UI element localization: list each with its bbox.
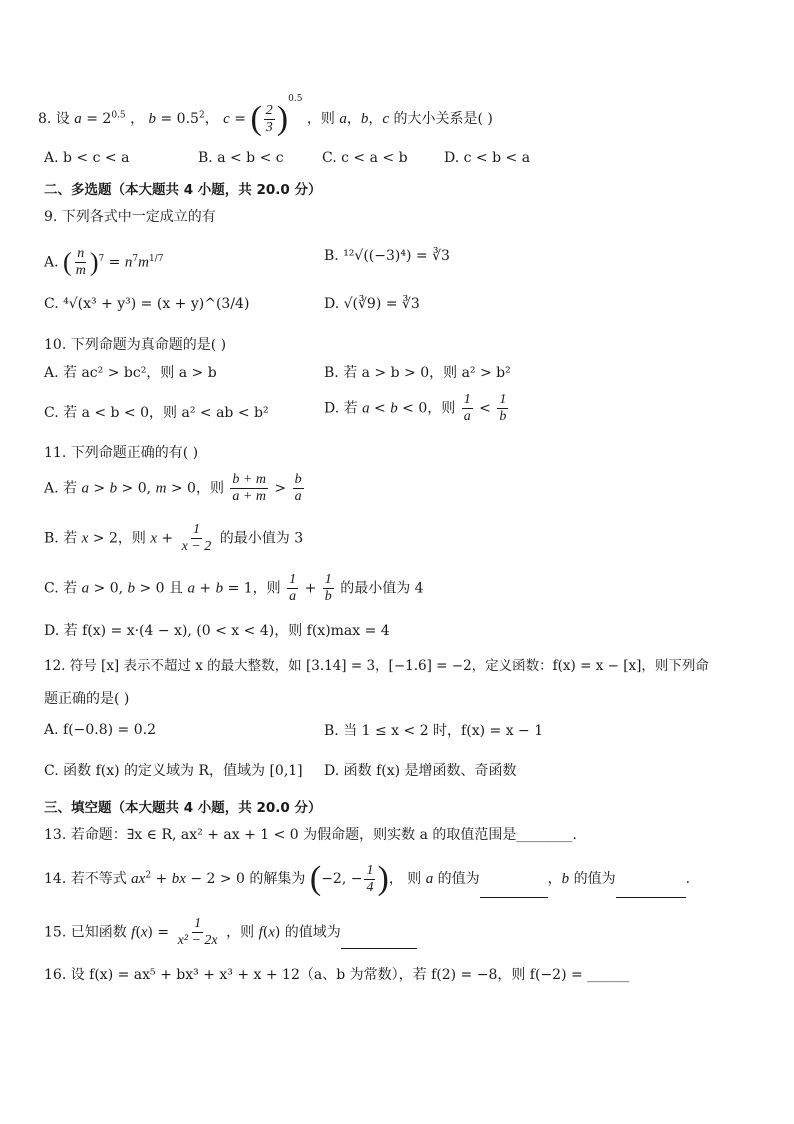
q11-option-d: D. 若 f(x) = x·(4 − x), (0 < x < 4)，则 f(x)max = 4 [44, 623, 390, 639]
q10-option-b: B. 若 a > b > 0，则 a² > b² [324, 365, 511, 381]
q8-option-a: A. b < c < a [44, 150, 130, 166]
q9-option-d: D. √(∛9) = ∛3 [324, 296, 420, 312]
q10-option-d: D. 若 a < b < 0，则 $\frac{1}{a}$ < $\frac{1}{b}$ [324, 392, 507, 424]
q16-text: 16. 设 f(x) = ax⁵ + bx³ + x³ + x + 12（a、b 为常数），若 f(2) = −8，则 f(−2) = ______ [44, 967, 630, 983]
q12-option-a: A. f(−0.8) = 0.2 [44, 722, 157, 738]
q9-option-c: C. ⁴√(x³ + y³) = (x + y)^(3/4) [44, 296, 250, 312]
q9-option-b: B. ¹²√((−3)⁴) = ∛3 [324, 248, 450, 264]
q11-option-b: B. 若 x > 2，则 x + $\frac{1}{x - 2}$ 的最小值为 3 [44, 522, 304, 554]
q12-option-c: C. 函数 f(x) 的定义域为 R，值域为 [0,1] [44, 763, 303, 779]
section-3-heading: 三、填空题（本大题共 4 小题，共 20.0 分） [44, 800, 322, 816]
q11-option-a: A. 若 a > b > 0, m > 0，则 $\frac{b + m}{a + m}$ > $\frac{b}{a}$ [44, 472, 302, 504]
q8-option-b: B. a < b < c [198, 150, 284, 166]
q12-option-b: B. 当 1 ≤ x < 2 时，f(x) = x − 1 [324, 723, 544, 739]
q10-option-a: A. 若 ac² > bc²，则 a > b [44, 365, 217, 381]
section-2-heading: 二、多选题（本大题共 4 小题，共 20.0 分） [44, 182, 322, 198]
q9-option-a: A. ( $\frac{n}{m}$ )$^7 = n^7m^{1/7}$ [44, 246, 164, 278]
q11-stem: 11. 下列命题正确的有( ) [44, 445, 199, 461]
q8-option-d: D. c < b < a [444, 150, 531, 166]
q11-option-c: C. 若 a > 0, b > 0 且 a + b = 1，则 $\frac{1}{a}$ + $\frac{1}{b}$ 的最小值为 4 [44, 572, 424, 604]
q8-option-c: C. c < a < b [322, 150, 408, 166]
q15-text: 15. 已知函数 f(x) = $\frac{1}{\text{x² − 2x}}$ ，则 f(x) 的值域为 [44, 916, 417, 949]
q14-text: 14. 若不等式 $ax^2$ + bx − 2 > 0 的解集为 (−2, − $\frac{1}{4}$ )， 则 a 的值为 ，b 的值为 . [44, 860, 691, 897]
q12-option-d: D. 函数 f(x) 是增函数、奇函数 [324, 763, 517, 779]
q13-text: 13. 若命题：∃x ∈ R, ax² + ax + 1 < 0 为假命题，则实数 a 的取值范围是________. [44, 827, 577, 843]
q10-stem: 10. 下列命题为真命题的是( ) [44, 337, 227, 353]
q8-stem: 8. 设 $a = 2^{0.5}$ ， $b = 0.5^2$， c = ( $\frac{2}{3}$ )$^{0.5}$ ，则 a，b，c 的大小关系是( ) [38, 94, 493, 137]
q9-stem: 9. 下列各式中一定成立的有 [44, 209, 216, 225]
q10-option-c: C. 若 a < b < 0，则 a² < ab < b² [44, 405, 269, 421]
q12-stem-line2: 题正确的是( ) [44, 691, 130, 707]
q12-stem-line1: 12. 符号 [x] 表示不超过 x 的最大整数，如 [3.14] = 3，[−1.6] = −2，定义函数：f(x) = x − [x]，则下列命 [44, 658, 709, 674]
